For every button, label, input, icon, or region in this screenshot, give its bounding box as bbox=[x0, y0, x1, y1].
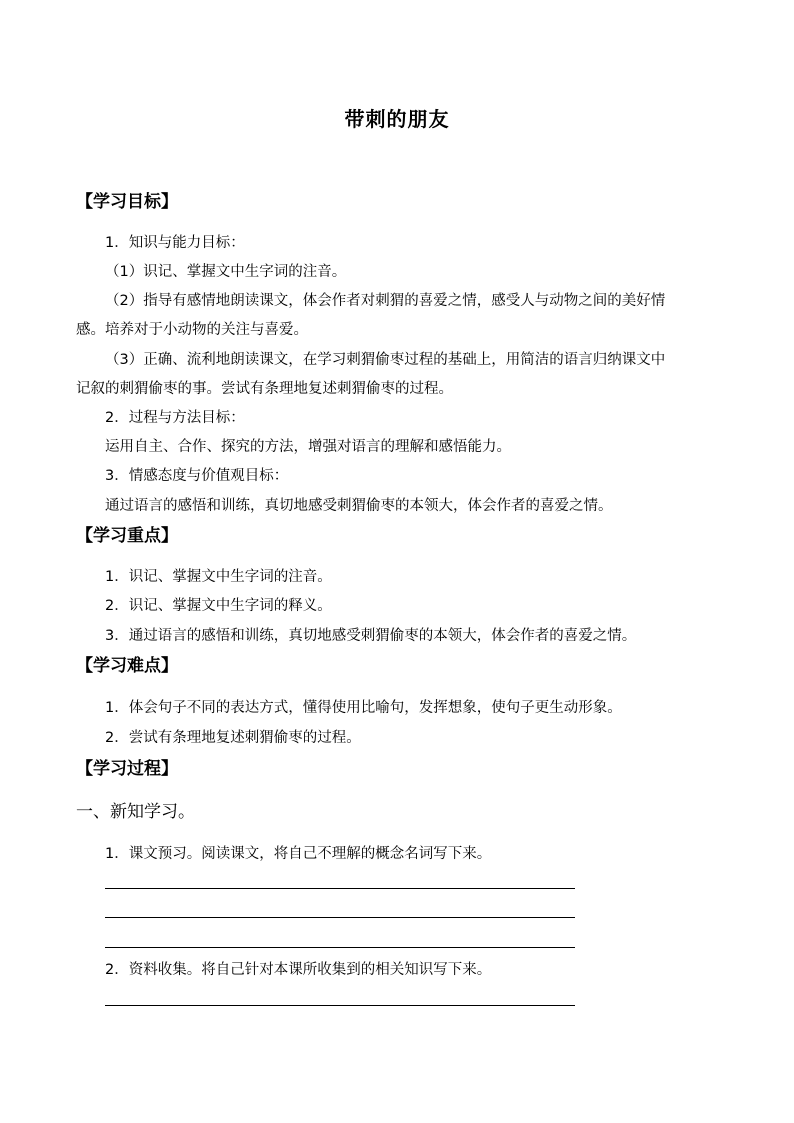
objectives-heading: 【学习目标】 bbox=[76, 192, 178, 212]
difficulties-line-1: 1．体会句子不同的表达方式，懂得使用比喻句，发挥想象，使句子更生动形象。 bbox=[105, 700, 622, 716]
objectives-line-9: 3．情感态度与价值观目标： bbox=[105, 468, 289, 484]
objectives-line-1: 1．知识与能力目标： bbox=[105, 235, 245, 251]
objectives-line-2: （1）识记、掌握文中生字词的注音。 bbox=[105, 264, 347, 280]
key-points-line-2: 2．识记、掌握文中生字词的释义。 bbox=[105, 598, 332, 614]
key-points-line-3: 3．通过语言的感悟和训练，真切地感受刺猬偷枣的本领大，体会作者的喜爱之情。 bbox=[105, 628, 637, 644]
objectives-line-8: 运用自主、合作、探究的方法，增强对语言的理解和感悟能力。 bbox=[105, 439, 511, 455]
objectives-line-10: 通过语言的感悟和训练，真切地感受刺猬偷枣的本领大，体会作者的喜爱之情。 bbox=[105, 498, 613, 514]
document-title: 带刺的朋友 bbox=[344, 107, 450, 131]
answer-line-1[interactable] bbox=[105, 888, 575, 889]
difficulties-heading: 【学习难点】 bbox=[76, 656, 178, 676]
key-points-heading: 【学习重点】 bbox=[76, 526, 178, 546]
key-points-line-1: 1．识记、掌握文中生字词的注音。 bbox=[105, 569, 332, 585]
task-collection-prompt: 2．资料收集。将自己针对本课所收集到的相关知识写下来。 bbox=[105, 962, 492, 978]
new-knowledge-section-title: 一、新知学习。 bbox=[76, 802, 195, 822]
objectives-line-3: （2）指导有感情地朗读课文，体会作者对刺猬的喜爱之情，感受人与动物之间的美好情 bbox=[105, 293, 666, 309]
objectives-line-7: 2．过程与方法目标： bbox=[105, 410, 245, 426]
difficulties-line-2: 2．尝试有条理地复述刺猬偷枣的过程。 bbox=[105, 730, 361, 746]
answer-line-4[interactable] bbox=[105, 1005, 575, 1006]
answer-line-2[interactable] bbox=[105, 917, 575, 918]
task-preview-prompt: 1．课文预习。阅读课文，将自己不理解的概念名词写下来。 bbox=[105, 846, 492, 862]
answer-line-3[interactable] bbox=[105, 947, 575, 948]
objectives-line-6: 记叙的刺猬偷枣的事。尝试有条理地复述刺猬偷枣的过程。 bbox=[76, 381, 453, 397]
process-heading: 【学习过程】 bbox=[76, 759, 178, 779]
objectives-line-5: （3）正确、流利地朗读课文，在学习刺猬偷枣过程的基础上，用简洁的语言归纳课文中 bbox=[105, 352, 666, 368]
objectives-line-4: 感。培养对于小动物的关注与喜爱。 bbox=[76, 322, 308, 338]
